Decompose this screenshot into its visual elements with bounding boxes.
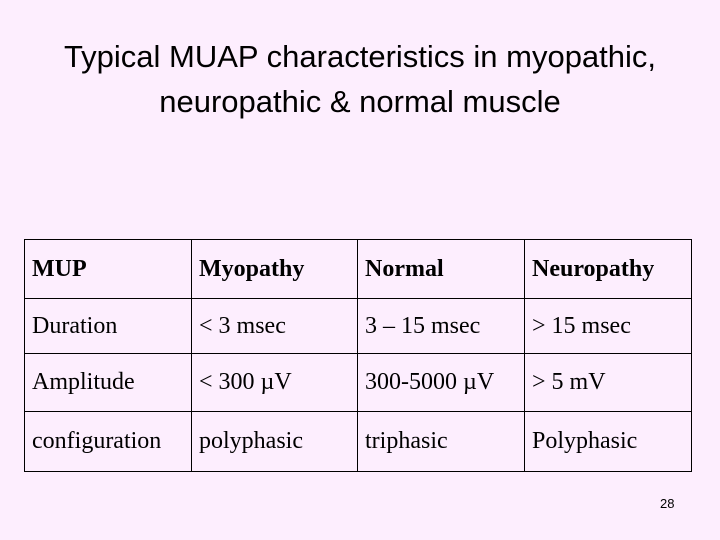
header-cell-mup: MUP [25,240,192,299]
header-cell-myopathy: Myopathy [192,240,358,299]
header-cell-normal: Normal [358,240,525,299]
table-row-configuration [25,412,692,472]
table-cell: > 15 msec [525,299,692,354]
table-cell: < 300 µV [192,354,358,412]
table-row-duration [25,299,692,354]
header-cell-neuropathy: Neuropathy [525,240,692,299]
table-cell: < 3 msec [192,299,358,354]
slide-title [0,34,720,124]
table-cell: 300-5000 µV [358,354,525,412]
table-header-row [25,240,692,299]
table-cell: > 5 mV [525,354,692,412]
slide-title-line-2: neuropathic & normal muscle [159,84,561,119]
table-cell: Polyphasic [525,412,692,472]
muap-characteristics-table [24,239,692,472]
table-cell: Amplitude [25,354,192,412]
slide-title-line-1: Typical MUAP characteristics in myopathic, [63,39,657,74]
page-number: 28 [660,496,675,511]
table-cell: configuration [25,412,192,472]
table-cell: polyphasic [192,412,358,472]
table-cell: triphasic [358,412,525,472]
table-row-amplitude [25,354,692,412]
table-cell: Duration [25,299,192,354]
table-cell: 3 – 15 msec [358,299,525,354]
